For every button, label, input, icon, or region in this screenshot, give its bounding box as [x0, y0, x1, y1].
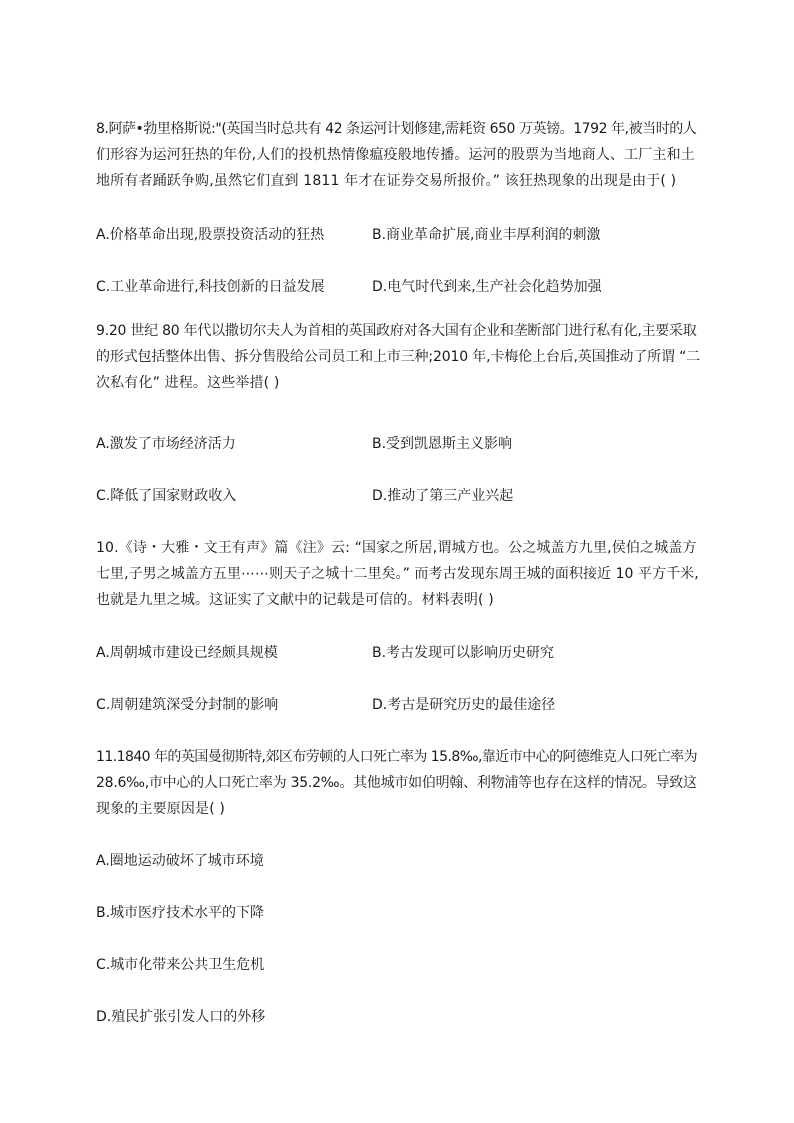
question-9-line-2: 的形式包括整体出售、拆分售股给公司员工和上市三种;2010 年,卡梅伦上台后,英国推动了所谓 “二	[96, 349, 701, 365]
question-8-option-d: D.电气时代到来,生产社会化趋势加强	[372, 279, 602, 295]
question-8-option-b: B.商业革命扩展,商业丰厚利润的刺激	[372, 227, 601, 243]
question-11-option-b: B.城市医疗技术水平的下降	[96, 905, 265, 921]
question-10-option-c: C.周朝建筑深受分封制的影响	[96, 697, 279, 713]
question-11-option-d: D.殖民扩张引发人口的外移	[96, 1009, 266, 1025]
question-8-option-a: A.价格革命出现,股票投资活动的狂热	[96, 227, 325, 243]
question-8-line-2: 们形容为运河狂热的年份,人们的投机热情像瘟疫般地传播。运河的股票为当地商人、工厂主和土	[96, 147, 695, 163]
question-11-line-2: 28.6‰,市中心的人口死亡率为 35.2‰。其他城市如伯明翰、利物浦等也存在这样的情况。导致这	[96, 775, 697, 791]
question-8-stem	[96, 116, 700, 194]
question-11-line-3: 现象的主要原因是( )	[96, 801, 226, 817]
question-9-option-c: C.降低了国家财政收入	[96, 488, 237, 504]
question-11-option-c: C.城市化带来公共卫生危机	[96, 957, 265, 973]
question-9-stem	[96, 318, 700, 396]
question-11-stem	[96, 744, 700, 822]
question-10-option-d: D.考古是研究历史的最佳途径	[372, 697, 556, 713]
question-11-option-a: A.圈地运动破坏了城市环境	[96, 853, 264, 869]
question-10-line-2: 七里,子男之城盖方五里⋯⋯则天子之城十二里矣。” 而考古发现东周王城的面积接近 10 平方千米,	[96, 566, 699, 582]
question-10-option-b: B.考古发现可以影响历史研究	[372, 645, 555, 661]
question-10-line-3: 也就是九里之城。这证实了文献中的记载是可信的。材料表明( )	[96, 592, 494, 608]
question-9-line-1: 9.20 世纪 80 年代以撒切尔夫人为首相的英国政府对各大国有企业和垄断部门进行私有化,主要采取	[96, 323, 697, 339]
question-10-line-1: 10.《诗・大雅・文王有声》篇《注》云: “国家之所居,谓城方也。公之城盖方九里,侯伯之城盖方	[96, 540, 697, 556]
question-8-line-3: 地所有者踊跃争购,虽然它们直到 1811 年才在证券交易所报价。” 该狂热现象的出现是由于( )	[96, 173, 677, 189]
question-9-option-d: D.推动了第三产业兴起	[372, 488, 514, 504]
question-8-option-c: C.工业革命进行,科技创新的日益发展	[96, 279, 325, 295]
question-9-option-b: B.受到凯恩斯主义影响	[372, 436, 513, 452]
question-10-option-a: A.周朝城市建设已经颇具规模	[96, 645, 278, 661]
question-10-stem	[96, 535, 700, 613]
question-8-line-1: 8.阿萨•勃里格斯说:"(英国当时总共有 42 条运河计划修建,需耗资 650 万英镑。1792 年,被当时的人	[96, 121, 697, 137]
question-9-line-3: 次私有化” 进程。这些举措( )	[96, 375, 280, 391]
question-11-line-1: 11.1840 年的英国曼彻斯特,郊区布劳顿的人口死亡率为 15.8‰,靠近市中心的阿德维克人口死亡率为	[96, 749, 698, 765]
question-9-option-a: A.激发了市场经济活力	[96, 436, 236, 452]
